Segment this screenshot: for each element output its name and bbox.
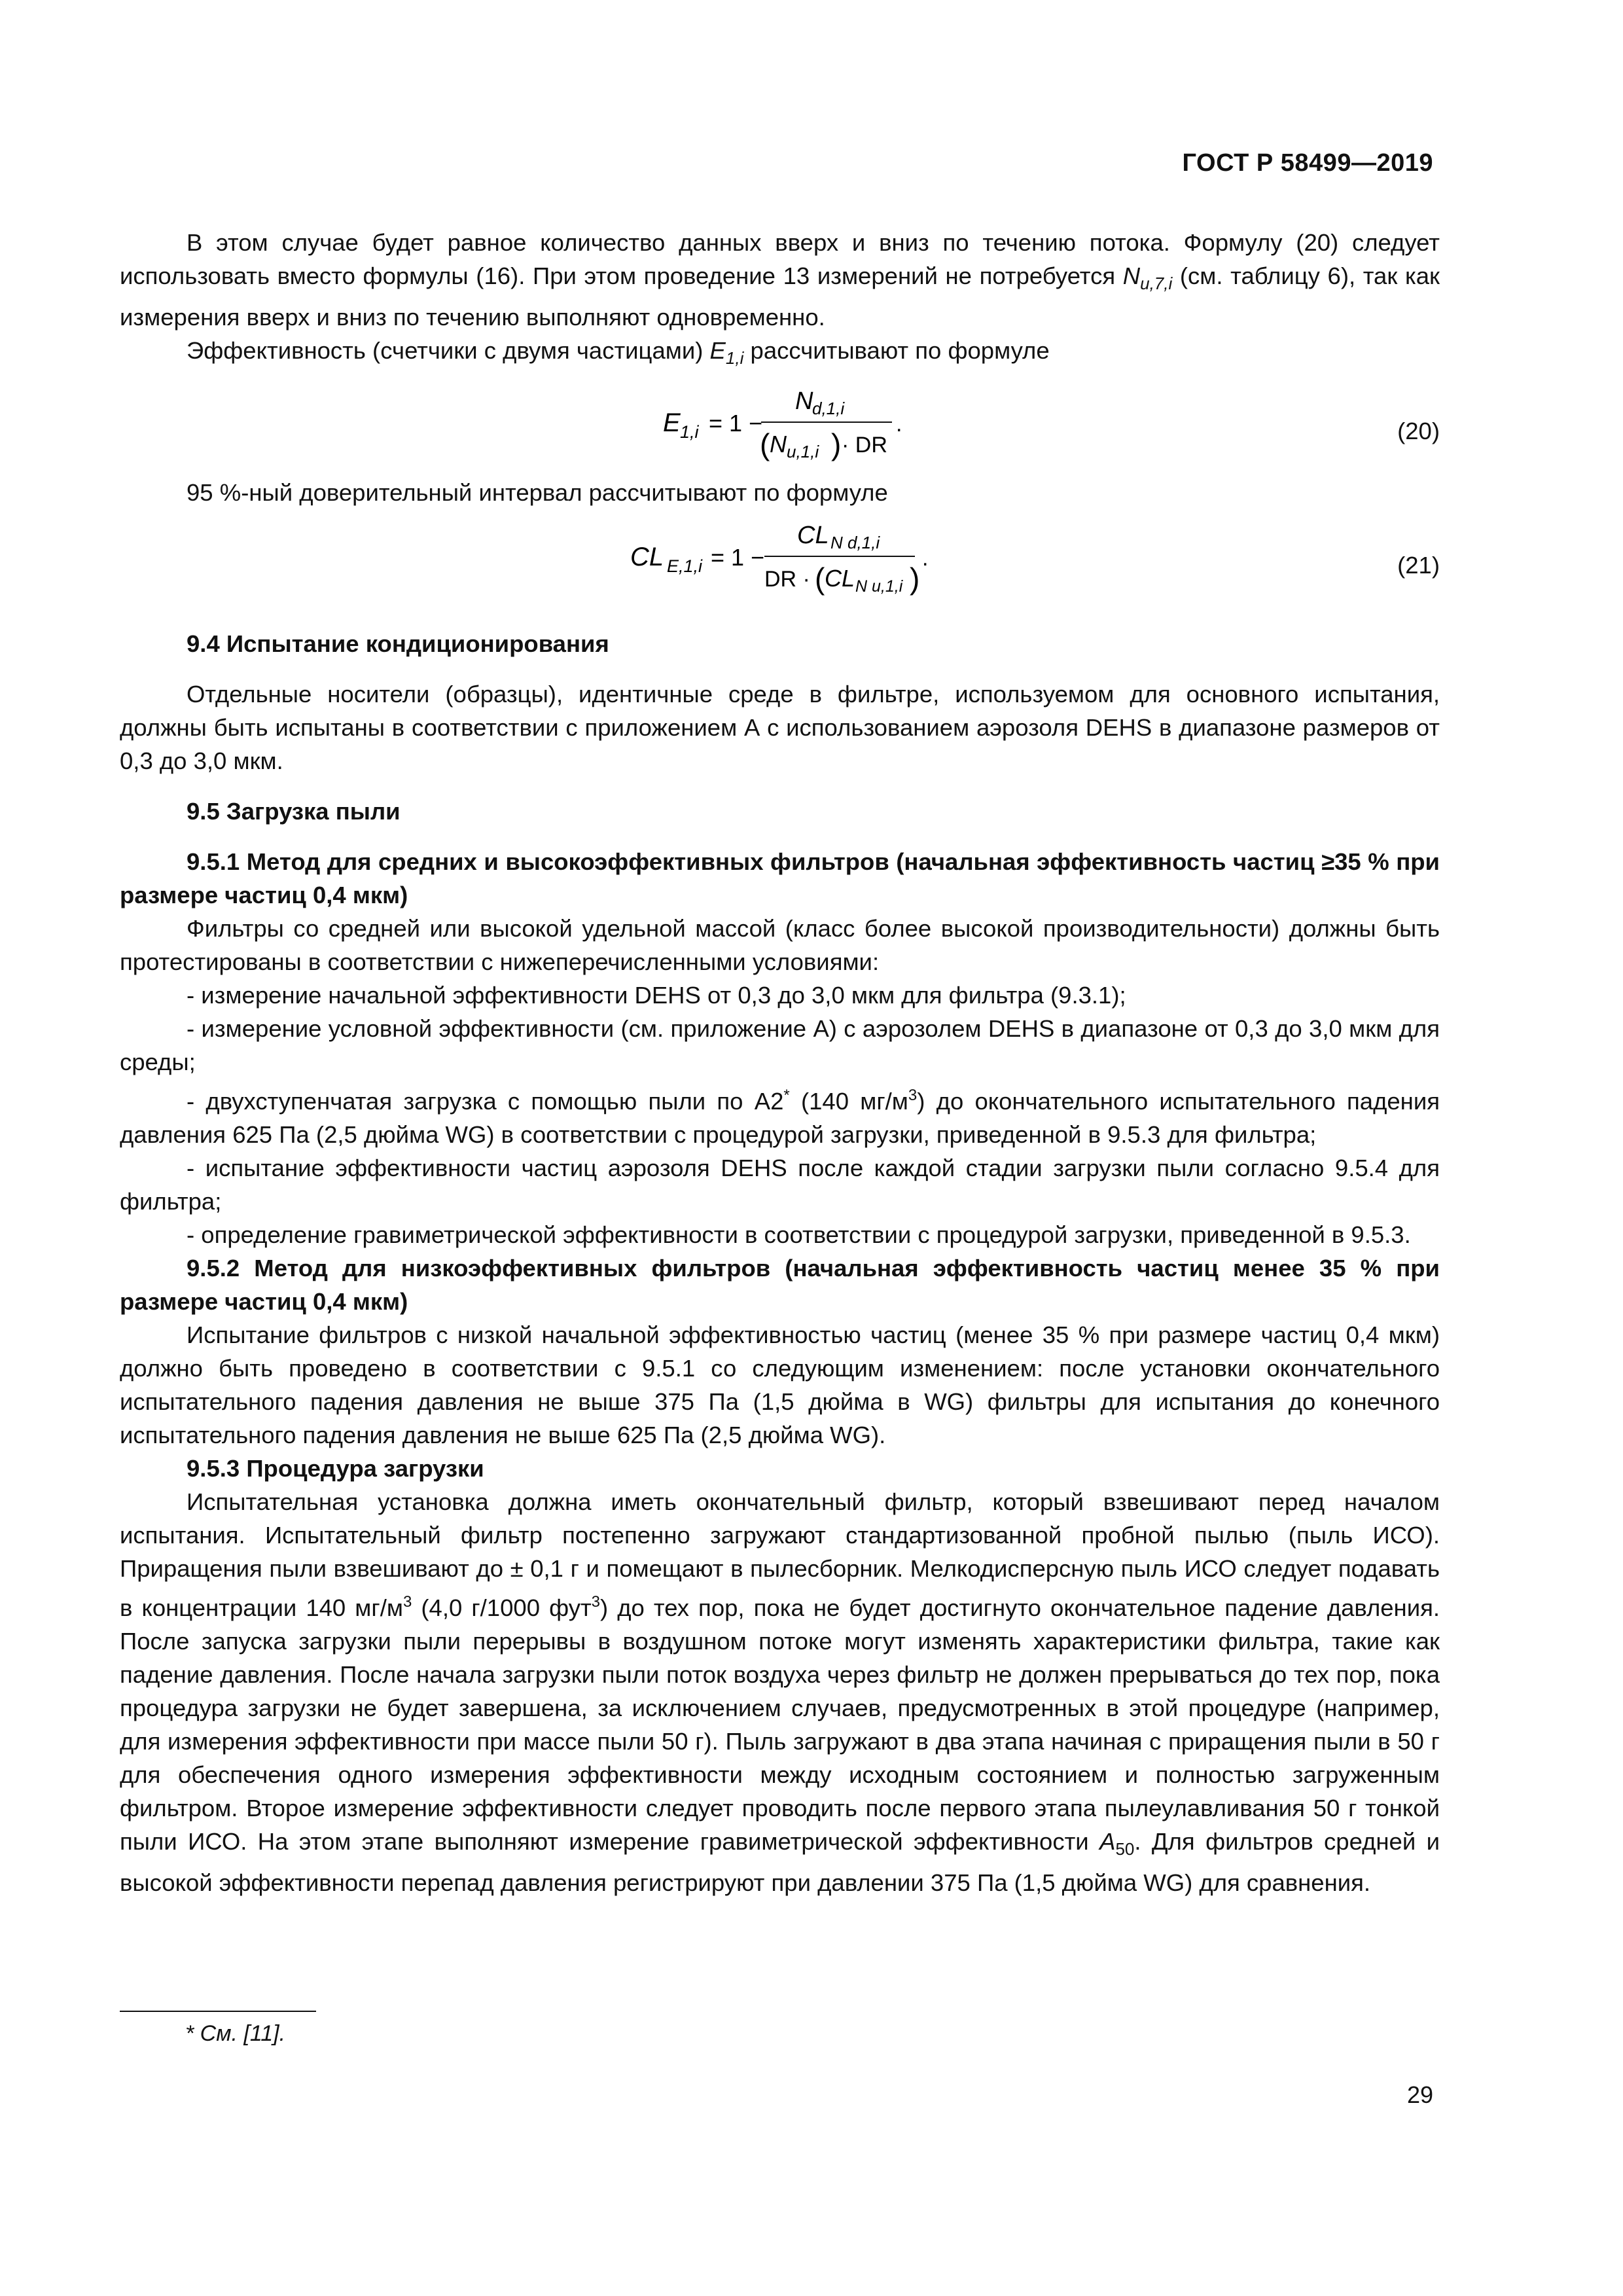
f20-num-sub: d,1,i — [812, 399, 845, 418]
f21-lhs-sub: E,1,i — [667, 556, 703, 576]
list-item — [120, 1079, 1440, 1151]
paragraph-efficiency — [120, 334, 1440, 375]
f20-lhs-sub: 1,i — [680, 422, 699, 442]
paragraph-text: рассчитывают по формуле — [743, 337, 1050, 364]
f20-num: N — [795, 387, 813, 415]
subscript: 50 — [1115, 1839, 1135, 1859]
formula-20 — [120, 375, 1440, 473]
f21-num-sub: N d,1,i — [830, 533, 880, 552]
f20-den-sub: u,1,i — [787, 442, 819, 461]
f21-num: CL — [797, 522, 829, 549]
f21-paren-open: ( — [815, 562, 825, 596]
variable: E — [709, 337, 726, 364]
superscript: 3 — [591, 1593, 601, 1611]
list-item-text: (140 мг/м — [789, 1088, 908, 1115]
section-9-5-2-text: Испытание фильтров с низкой начальной эффективностью частиц (менее 35 % при размере частиц 0,4 мкм) должно быть проведено в соответствии с 9.5.1 со следующим изменением: после установки окончательного испытательного падения давления не выше 375 Па (1,5 дюйма в WG) фильтры для испытания до конечного испытательного падения давления не выше 625 Па (2,5 дюйма WG). — [120, 1321, 1440, 1448]
footnote-divider — [120, 2011, 316, 2012]
formula-20-number: (20) — [1397, 418, 1440, 444]
superscript: 3 — [402, 1593, 412, 1611]
document-standard-id: ГОСТ Р 58499—2019 — [1182, 149, 1433, 177]
list-item-text: - двухступенчатая загрузка с помощью пыли по А2 — [187, 1088, 784, 1115]
f21-end: . — [922, 546, 929, 571]
list-item-text: ) до окончательного испытательного падения давления 625 Па (2,5 дюйма WG) в соответствии с процедурой загрузки, приведенной в 9.5.3 для фильтра; — [120, 1088, 1440, 1148]
f21-paren-close: ) — [910, 562, 920, 596]
section-9-5-1-title: 9.5.1 Метод для средних и высокоэффективных фильтров (начальная эффективность частиц ≥35 % при размере частиц 0,4 мкм) — [120, 848, 1440, 908]
f21-den-var: CL — [825, 565, 855, 592]
f20-end: . — [896, 412, 902, 437]
formula-21 — [120, 509, 1440, 607]
f20-eq: = 1 − — [709, 410, 763, 437]
f21-eq: = 1 − — [711, 544, 765, 571]
paragraph-text: Испытательная установка должна иметь окончательный фильтр, который взвешивают перед началом испытания. Испытательный фильтр постепенно загружают стандартизованной пробной пылью (пыль ИСО). Приращения пыли взвешивают до ± 0,1 г и помещают в пылесборник. Мелкодисперсную пыль ИСО следует подавать в концентрации 140 мг/м — [120, 1488, 1440, 1621]
section-9-5-1-text: Фильтры со средней или высокой удельной массой (класс более высокой производительности) должны быть протестированы в соответствии с нижеперечисленными условиями: — [120, 915, 1440, 975]
variable: N — [1122, 262, 1141, 289]
paragraph-text: (4,0 г/1000 фут — [412, 1594, 592, 1621]
section-9-5-title: 9.5 Загрузка пыли — [187, 798, 401, 825]
list-item: - измерение начальной эффективности DEHS от 0,3 до 3,0 мкм для фильтра (9.3.1); — [187, 982, 1126, 1009]
superscript: 3 — [908, 1086, 918, 1104]
subscript: u,7,i — [1140, 274, 1173, 293]
f20-den-tail: · DR — [842, 433, 887, 457]
page-number: 29 — [1406, 2081, 1433, 2108]
paragraph-text: В этом случае будет равное количество данных вверх и вниз по течению потока. Формулу (20) следует использовать вместо формулы (16). При этом проведение 13 измерений не потребуется — [120, 229, 1440, 289]
f21-lhs: CL — [630, 543, 664, 571]
f21-den-sub: N u,1,i — [855, 577, 903, 596]
list-item: - измерение условной эффективности (см. приложение А) с аэрозолем DEHS в диапазоне от 0,3 до 3,0 мкм для среды; — [120, 1015, 1440, 1075]
f20-den-var: N — [770, 431, 787, 457]
section-9-5-3-text — [120, 1485, 1440, 1899]
list-item: - определение гравиметрической эффективности в соответствии с процедурой загрузки, приведенной в 9.5.3. — [187, 1221, 1411, 1248]
footnote-marker: * — [783, 1086, 790, 1104]
paragraph-text: ) до тех пор, пока не будет достигнуто окончательное падение давления. После запуска загрузки пыли перерывы в воздушном потоке могут изменять характеристики фильтра, такие как падение давления. После начала загрузки пыли поток воздуха через фильтр не должен прерываться до тех пор, пока процедура загрузки не будет завершена, за исключением случаев, предусмотренных в этой процедуре (например, для измерения эффективности при массе пыли 50 г). Пыль загружают в два этапа начиная с приращения пыли в 50 г для обеспечения одного измерения эффективности между исходным состоянием и полностью загруженным фильтром. Второе измерение эффективности следует проводить после первого этапа пылеулавливания 50 г тонкой пыли ИСО. На этом этапе выполняют измерение гравиметрической эффективности — [120, 1594, 1440, 1855]
paragraph-confidence: 95 %-ный доверительный интервал рассчитывают по формуле — [187, 479, 888, 506]
section-9-4-title: 9.4 Испытание кондиционирования — [187, 630, 609, 657]
paragraph-intro — [120, 226, 1440, 334]
section-9-5-2-title: 9.5.2 Метод для низкоэффективных фильтров (начальная эффективность частиц менее 35 % при размере частиц 0,4 мкм) — [120, 1255, 1440, 1315]
list-item: - испытание эффективности частиц аэрозоля DEHS после каждой стадии загрузки пыли согласно 9.5.4 для фильтра; — [120, 1155, 1440, 1215]
f21-den-head: DR · — [764, 567, 810, 592]
f20-lhs: E — [663, 408, 681, 437]
formula-21-number: (21) — [1397, 552, 1440, 579]
formula-21-graphic — [120, 509, 1036, 607]
f20-paren-close: ) — [831, 427, 842, 461]
paragraph-text: (см. таблицу 6), так как измерения вверх и вниз по течению выполняют одновременно. — [120, 262, 1440, 331]
variable: A — [1099, 1828, 1116, 1855]
f20-paren-open: ( — [760, 427, 770, 461]
formula-20-graphic — [120, 375, 1036, 473]
subscript: 1,i — [725, 348, 744, 368]
paragraph-text: Эффективность (счетчики с двумя частицами) — [187, 337, 710, 364]
section-9-4-text: Отдельные носители (образцы), идентичные среде в фильтре, используемом для основного испытания, должны быть испытаны в соответствии с приложением А с использованием аэрозоля DEHS в диапазоне размеров от 0,3 до 3,0 мкм. — [120, 681, 1440, 774]
document-body — [120, 226, 1440, 1899]
section-9-5-3-title: 9.5.3 Процедура загрузки — [187, 1455, 484, 1482]
footnote: * См. [11]. — [185, 2021, 286, 2046]
paragraph-text: . Для фильтров средней и высокой эффективности перепад давления регистрируют при давлении 375 Па (1,5 дюйма WG) для сравнения. — [120, 1828, 1440, 1896]
